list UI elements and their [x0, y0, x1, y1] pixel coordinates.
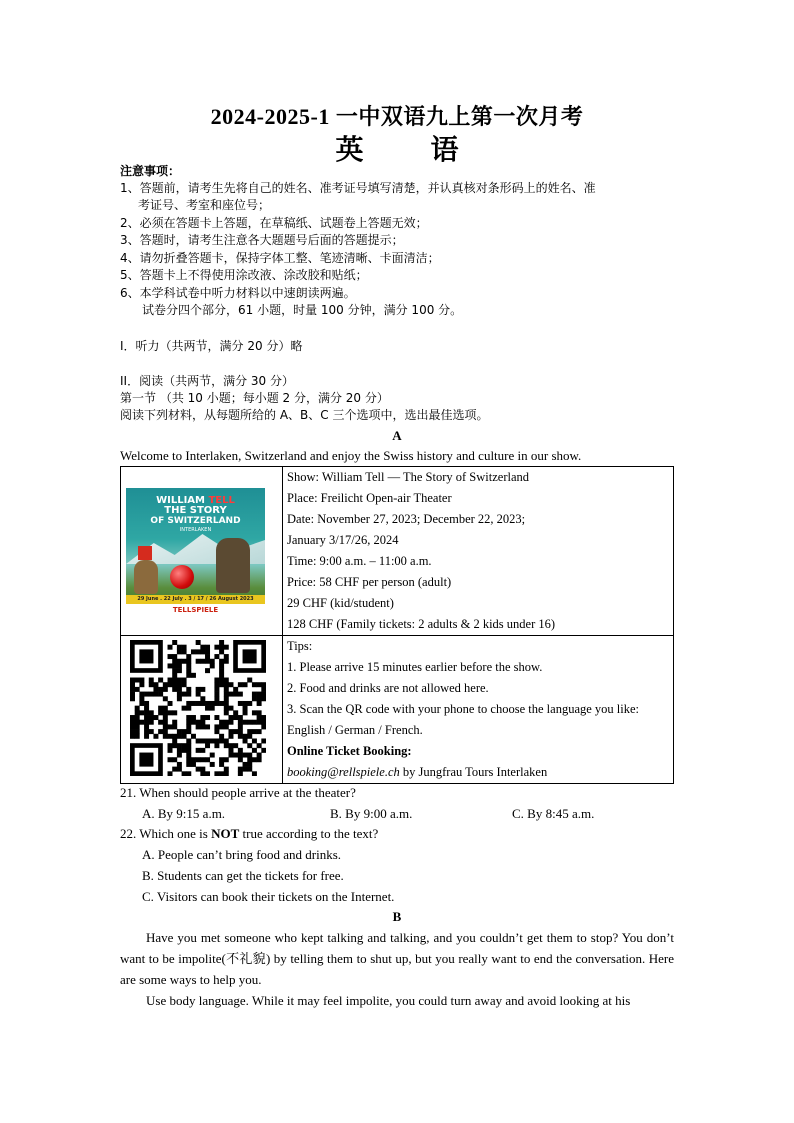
qr-code-icon[interactable]	[130, 640, 266, 776]
apple-icon	[170, 565, 194, 589]
passage-a-label: A	[392, 428, 402, 443]
passage-b-label: B	[392, 909, 402, 924]
show-date: Date: November 27, 2023; December 22, 2023;	[287, 512, 526, 526]
show-date: January 3/17/26, 2024	[287, 533, 399, 547]
note-item: 6、本学科试卷中听力材料以中速朗读两遍。	[120, 286, 356, 300]
actor-figure	[216, 538, 250, 593]
show-details-cell	[283, 467, 674, 636]
show-price: 128 CHF (Family tickets: 2 adults & 2 kids under 16)	[287, 617, 556, 631]
option-22-a: A. People can’t bring food and drinks.	[142, 847, 342, 862]
option-21-a: A. By 9:15 a.m.	[142, 806, 226, 821]
booking-heading: Online Ticket Booking:	[287, 744, 412, 758]
show-info-table	[120, 466, 674, 784]
exam-title: 2024-2025-1 一中双语九上第一次月考	[210, 104, 584, 129]
notes-heading: 注意事项：	[120, 164, 181, 178]
note-item: 3、答题时，请考生注意各大题题号后面的答题提示；	[120, 233, 404, 247]
notes-summary: 试卷分四个部分，61 小题，时量 100 分钟，满分 100 分。	[142, 303, 463, 317]
reading-section: II．阅读（共两节，满分 30 分）	[120, 374, 294, 388]
poster-brand: TELLSPIELE	[126, 604, 265, 616]
note-item: 考证号、考室和座位号；	[138, 198, 271, 212]
show-place: Place: Freilicht Open-air Theater	[287, 491, 452, 505]
poster-cell	[121, 467, 283, 636]
note-item: 1、答题前，请考生先将自己的姓名、准考证号填写清楚，并认真核对条形码上的姓名、准	[120, 181, 596, 195]
part1-heading: 第一节 （共 10 小题；每小题 2 分，满分 20 分）	[120, 391, 389, 405]
question-22-stem: 22. Which one is NOT true according to the text?	[120, 826, 379, 841]
passage-b-body	[120, 927, 674, 1011]
note-item: 2、必须在答题卡上答题，在草稿纸、试题卷上答题无效；	[120, 216, 428, 230]
note-item: 4、请勿折叠答题卡，保持字体工整、笔迹清晰、卡面清洁；	[120, 251, 440, 265]
tip-item: 2. Food and drinks are not allowed here.	[287, 681, 489, 695]
option-21-c: C. By 8:45 a.m.	[512, 806, 595, 821]
qr-code-graphic	[130, 640, 266, 776]
passage-b-paragraph: Use body language. While it may feel impolite, you could turn away and avoid looking at his	[146, 993, 631, 1008]
booking-email-link[interactable]: booking@rellspiele.ch	[287, 765, 400, 779]
booking-line: booking@rellspiele.ch by Jungfrau Tours Interlaken	[287, 765, 548, 779]
option-21-b: B. By 9:00 a.m.	[330, 806, 413, 821]
passage-a-intro: Welcome to Interlaken, Switzerland and enjoy the Swiss history and culture in our show.	[120, 448, 582, 463]
poster-title: OF SWITZERLAND	[150, 516, 241, 526]
listening-section: I．听力（共两节，满分 20 分）略	[120, 339, 303, 353]
option-22-c: C. Visitors can book their tickets on the Internet.	[142, 889, 395, 904]
subject-title: 英 语	[335, 135, 489, 166]
show-time: Time: 9:00 a.m. – 11:00 a.m.	[287, 554, 432, 568]
poster-title: THE STORY	[164, 505, 227, 516]
tips-cell	[283, 636, 674, 784]
show-price: Price: 58 CHF per person (adult)	[287, 575, 452, 589]
tip-item: English / German / French.	[287, 723, 423, 737]
poster-location: INTERLAKEN	[179, 527, 212, 533]
show-poster-image	[126, 488, 265, 616]
reading-instruction: 阅读下列材料，从每题所给的 A、B、C 三个选项中，选出最佳选项。	[120, 408, 489, 422]
actor-figure	[134, 560, 158, 594]
show-name: Show: William Tell — The Story of Switzerland	[287, 470, 530, 484]
tip-item: 1. Please arrive 15 minutes earlier before the show.	[287, 660, 543, 674]
question-21-stem: 21. When should people arrive at the theater?	[120, 785, 356, 800]
qr-cell	[121, 636, 283, 784]
poster-title: WILLIAM TELL	[156, 495, 235, 506]
swiss-flag-icon	[138, 546, 152, 560]
show-price: 29 CHF (kid/student)	[287, 596, 394, 610]
poster-dates: 29 June . 22 July . 3 / 17 / 26 August 2023	[126, 595, 265, 604]
tips-heading: Tips:	[287, 639, 313, 653]
option-22-b: B. Students can get the tickets for free.	[142, 868, 344, 883]
passage-b-paragraph: Have you met someone who kept talking and talking, and you couldn’t get them to stop? You don’t want to be impolite(不礼貌) by telling them to shut up, but you really want to end the conversation. Here are some ways to help you.	[120, 930, 674, 987]
note-item: 5、答题卡上不得使用涂改液、涂改胶和贴纸；	[120, 268, 368, 282]
tip-item: 3. Scan the QR code with your phone to choose the language you like:	[287, 702, 640, 716]
